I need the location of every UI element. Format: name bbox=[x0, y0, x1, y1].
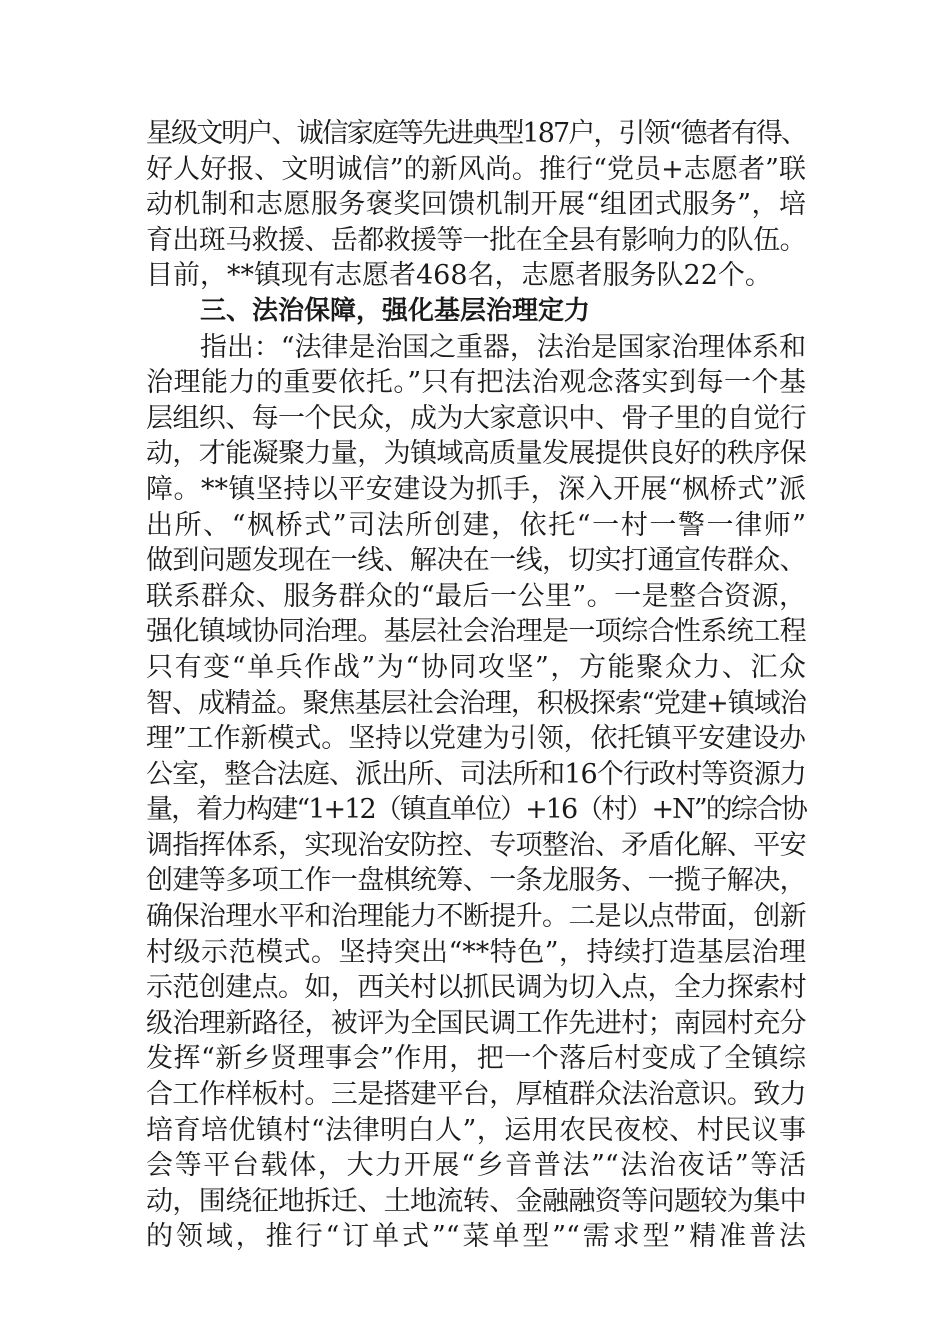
body-line: 障。**镇坚持以平安建设为抓手，深入开展“枫桥式”派 bbox=[146, 473, 806, 505]
body-line: 出所、“枫桥式”司法所创建，依托“一村一警一律师” bbox=[146, 509, 806, 541]
section-heading: 三、法治保障，强化基层治理定力 bbox=[200, 295, 591, 326]
body-line: 做到问题发现在一线、解决在一线，切实打通宣传群众、 bbox=[146, 545, 806, 577]
body-line: 调指挥体系，实现治安防控、专项整治、矛盾化解、平安 bbox=[146, 829, 806, 861]
body-line: 发挥“新乡贤理事会”作用，把一个落后村变成了全镇综 bbox=[146, 1043, 806, 1075]
body-line: 培育培优镇村“法律明白人”，运用农民夜校、村民议事 bbox=[146, 1114, 806, 1146]
body-line: 星级文明户、诚信家庭等先进典型187户，引领“德者有得、 bbox=[146, 118, 806, 149]
body-line: 只有变“单兵作战”为“协同攻坚”，方能聚众力、汇众 bbox=[146, 651, 806, 683]
body-line: 量，着力构建“1+12（镇直单位）+16（村）+N”的综合协 bbox=[146, 794, 806, 826]
body-line: 会等平台载体，大力开展“乡音普法”“法治夜话”等活 bbox=[146, 1150, 806, 1182]
body-line: 的领域，推行“订单式”“菜单型”“需求型”精准普法 bbox=[146, 1221, 806, 1253]
body-line: 治理能力的重要依托。”只有把法治观念落实到每一个基 bbox=[146, 367, 806, 399]
body-line: 创建等多项工作一盘棋统筹、一条龙服务、一揽子解决， bbox=[146, 865, 806, 897]
body-line: 好人好报、文明诚信”的新风尚。推行“党员+志愿者”联 bbox=[146, 153, 806, 185]
body-line: 育出斑马救援、岳都救援等一批在全县有影响力的队伍。 bbox=[146, 224, 806, 256]
body-line: 示范创建点。如，西关村以抓民调为切入点，全力探索村 bbox=[146, 972, 806, 1004]
body-line: 智、成精益。聚焦基层社会治理，积极探索“党建+镇域治 bbox=[146, 687, 806, 719]
body-line: 级治理新路径，被评为全国民调工作先进村；南园村充分 bbox=[146, 1007, 806, 1039]
body-line: 联系群众、服务群众的“最后一公里”。一是整合资源， bbox=[146, 580, 806, 612]
body-line: 强化镇域协同治理。基层社会治理是一项综合性系统工程 bbox=[146, 616, 806, 648]
body-line: 目前，**镇现有志愿者468名，志愿者服务队22个。 bbox=[146, 260, 772, 292]
body-line: 村级示范模式。坚持突出“**特色”，持续打造基层治理 bbox=[146, 936, 806, 968]
body-line: 理”工作新模式。坚持以党建为引领，依托镇平安建设办 bbox=[146, 723, 806, 755]
body-line: 动机制和志愿服务褒奖回馈机制开展“组团式服务”，培 bbox=[146, 189, 806, 221]
body-line: 动，才能凝聚力量，为镇域高质量发展提供良好的秩序保 bbox=[146, 438, 806, 470]
document-body bbox=[146, 116, 806, 1255]
body-line: 指出：“法律是治国之重器，法治是国家治理体系和 bbox=[200, 331, 806, 363]
body-line: 公室，整合法庭、派出所、司法所和16个行政村等资源力 bbox=[146, 758, 806, 790]
body-line: 确保治理水平和治理能力不断提升。二是以点带面，创新 bbox=[146, 901, 806, 933]
body-line: 动，围绕征地拆迁、土地流转、金融融资等问题较为集中 bbox=[146, 1185, 806, 1217]
body-line: 合工作样板村。三是搭建平台，厚植群众法治意识。致力 bbox=[146, 1079, 806, 1111]
body-line: 层组织、每一个民众，成为大家意识中、骨子里的自觉行 bbox=[146, 402, 806, 434]
